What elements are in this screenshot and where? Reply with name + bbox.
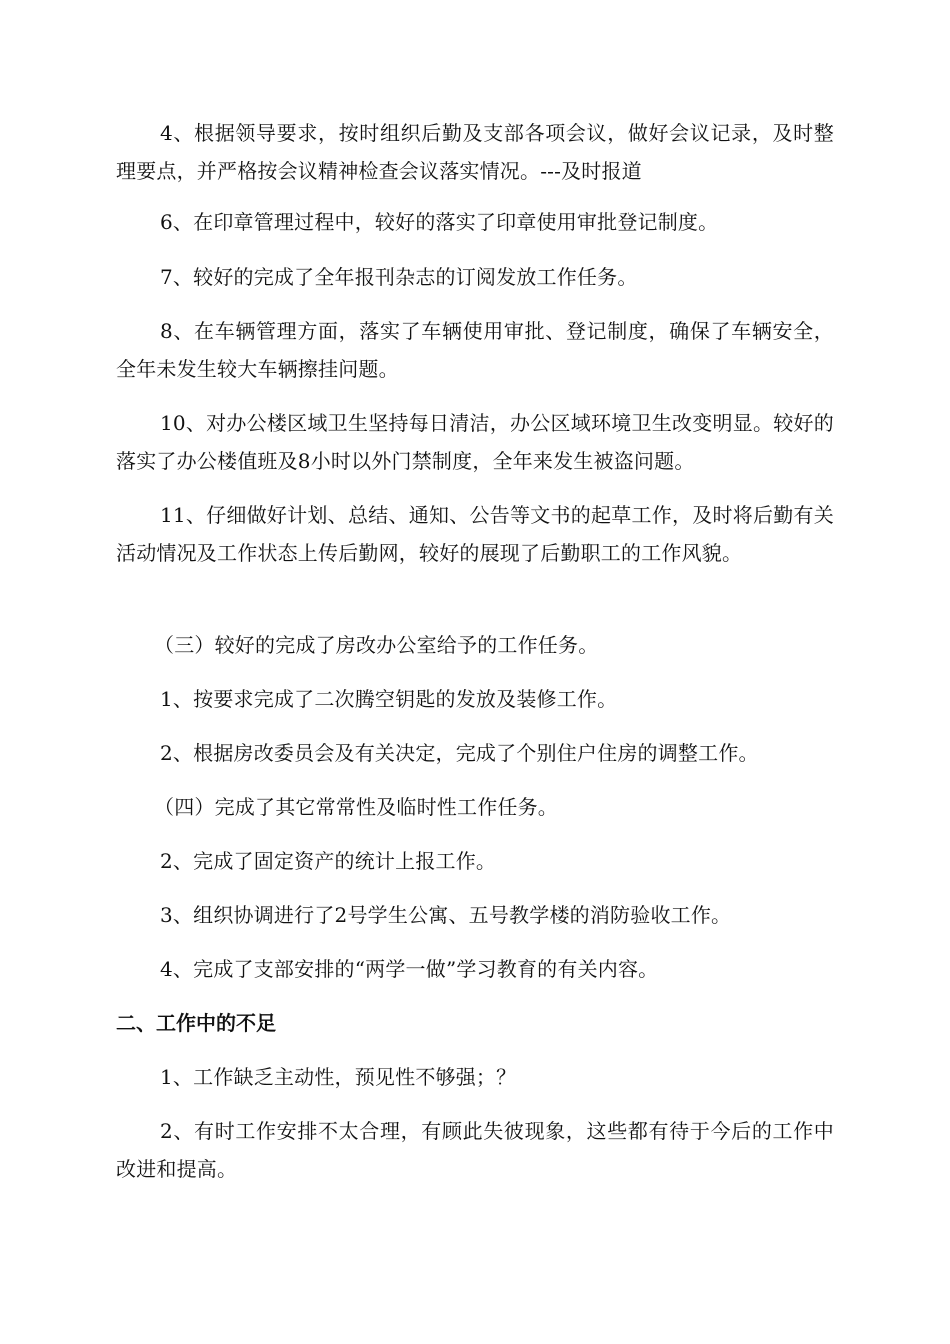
paragraph-key-distribution: 1、按要求完成了二次腾空钥匙的发放及装修工作。 <box>160 687 618 711</box>
paragraph-vehicle-management: 8、在车辆管理方面，落实了车辆使用审批、登记制度，确保了车辆安全，全年未发生较大车辆擦挂问题。 <box>116 319 834 381</box>
paragraph-seal-management: 6、在印章管理过程中，较好的落实了印章使用审批登记制度。 <box>160 210 719 234</box>
paragraph-fire-inspection: 3、组织协调进行了2号学生公寓、五号教学楼的消防验收工作。 <box>160 903 732 927</box>
section-heading-shortcomings: 二、工作中的不足 <box>116 1011 276 1035</box>
paragraph-fixed-assets: 2、完成了固定资产的统计上报工作。 <box>160 849 497 873</box>
paragraph-meeting-organization: 4、根据领导要求，按时组织后勤及支部各项会议，做好会议记录，及时整理要点，并严格按会议精神检查会议落实情况。---及时报道 <box>116 121 834 183</box>
paragraph-section-four: （四）完成了其它常常性及临时性工作任务。 <box>154 795 558 819</box>
paragraph-document-drafting: 11、仔细做好计划、总结、通知、公告等文书的起草工作，及时将后勤有关活动情况及工作状态上传后勤网，较好的展现了后勤职工的工作风貌。 <box>116 503 834 565</box>
paragraph-shortcoming-arrangement: 2、有时工作安排不太合理，有顾此失彼现象，这些都有待于今后的工作中改进和提高。 <box>116 1119 834 1181</box>
paragraph-office-hygiene: 10、对办公楼区域卫生坚持每日清洁，办公区域环境卫生改变明显。较好的落实了办公楼值班及8小时以外门禁制度，全年来发生被盗问题。 <box>116 411 834 473</box>
paragraph-newspaper-subscription: 7、较好的完成了全年报刊杂志的订阅发放工作任务。 <box>160 265 638 289</box>
paragraph-study-education: 4、完成了支部安排的“两学一做”学习教育的有关内容。 <box>160 957 659 981</box>
paragraph-section-three: （三）较好的完成了房改办公室给予的工作任务。 <box>154 633 599 657</box>
paragraph-shortcoming-initiative: 1、工作缺乏主动性，预见性不够强；？ <box>160 1065 517 1089</box>
paragraph-housing-adjustment: 2、根据房改委员会及有关决定，完成了个别住户住房的调整工作。 <box>160 741 759 765</box>
